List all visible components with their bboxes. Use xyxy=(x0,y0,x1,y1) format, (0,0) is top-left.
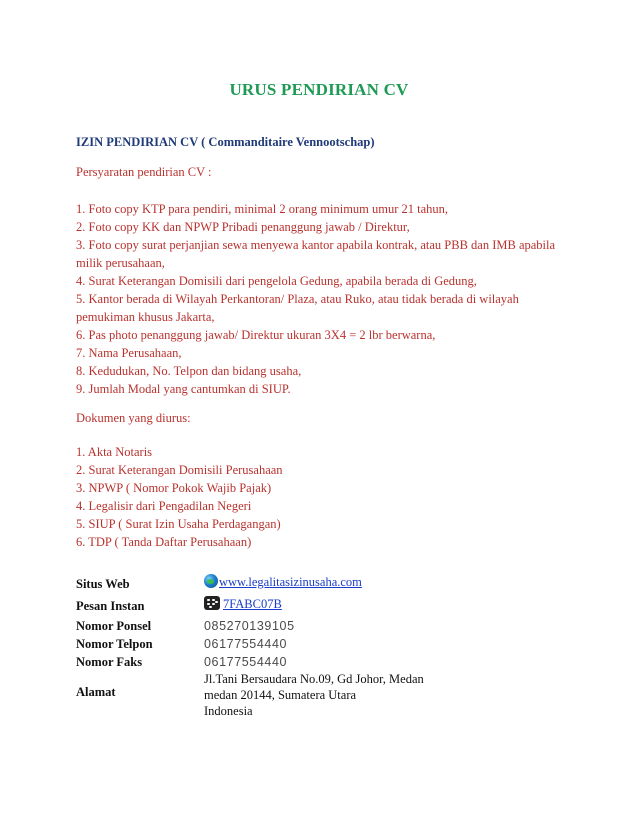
requirement-item: milik perusahaan, xyxy=(76,256,165,270)
requirement-item: 5. Kantor berada di Wilayah Perkantoran/ Plaza, atau Ruko, atau tidak berada di wilayah xyxy=(76,292,519,306)
requirement-item: 8. Kedudukan, No. Telpon dan bidang usaha, xyxy=(76,364,302,378)
address-line: Jl.Tani Bersaudara No.09, Gd Johor, Medan xyxy=(204,672,424,686)
document-item: 4. Legalisir dari Pengadilan Negeri xyxy=(76,499,252,513)
document-item: 3. NPWP ( Nomor Pokok Wajib Pajak) xyxy=(76,481,272,495)
im-link[interactable]: 7FABC07B xyxy=(223,597,282,611)
requirement-item: 4. Surat Keterangan Domisili dari pengelola Gedung, apabila berada di Gedung, xyxy=(76,274,477,288)
documents-heading: Dokumen yang diurus: xyxy=(76,411,191,425)
requirements-heading: Persyaratan pendirian CV : xyxy=(76,165,212,179)
im-label: Pesan Instan xyxy=(76,599,145,613)
requirement-item: pemukiman khusus Jakarta, xyxy=(76,310,215,324)
page-title: URUS PENDIRIAN CV xyxy=(229,80,409,99)
mobile-value: 085270139105 xyxy=(204,619,295,633)
address-line: medan 20144, Sumatera Utara xyxy=(204,688,357,702)
address-label: Alamat xyxy=(76,685,116,699)
document-item: 2. Surat Keterangan Domisili Perusahaan xyxy=(76,463,283,477)
globe-icon xyxy=(204,574,218,588)
document-item: 1. Akta Notaris xyxy=(76,445,153,459)
requirement-item: 3. Foto copy surat perjanjian sewa menyewa kantor apabila kontrak, atau PBB dan IMB apabila xyxy=(76,238,556,252)
phone-value: 06177554440 xyxy=(204,637,288,651)
requirement-item: 7. Nama Perusahaan, xyxy=(76,346,182,360)
web-link[interactable]: www.legalitasizinusaha.com xyxy=(219,575,362,589)
web-row xyxy=(204,574,362,590)
requirement-item: 6. Pas photo penanggung jawab/ Direktur ukuran 3X4 = 2 lbr berwarna, xyxy=(76,328,436,342)
requirement-item: 9. Jumlah Modal yang cantumkan di SIUP. xyxy=(76,382,291,396)
section-subtitle: IZIN PENDIRIAN CV ( Commanditaire Vennootschap) xyxy=(76,135,375,149)
phone-label: Nomor Telpon xyxy=(76,637,153,651)
address-block xyxy=(204,671,424,719)
address-line: Indonesia xyxy=(204,704,253,718)
document-item: 6. TDP ( Tanda Daftar Perusahaan) xyxy=(76,535,252,549)
requirement-item: 2. Foto copy KK dan NPWP Pribadi penanggung jawab / Direktur, xyxy=(76,220,410,234)
im-row xyxy=(204,596,282,612)
web-label: Situs Web xyxy=(76,577,130,591)
requirement-item: 1. Foto copy KTP para pendiri, minimal 2 orang minimum umur 21 tahun, xyxy=(76,202,449,216)
mobile-label: Nomor Ponsel xyxy=(76,619,152,633)
blackberry-messenger-icon xyxy=(204,596,220,610)
fax-value: 06177554440 xyxy=(204,655,288,669)
fax-label: Nomor Faks xyxy=(76,655,143,669)
document-item: 5. SIUP ( Surat Izin Usaha Perdagangan) xyxy=(76,517,281,531)
